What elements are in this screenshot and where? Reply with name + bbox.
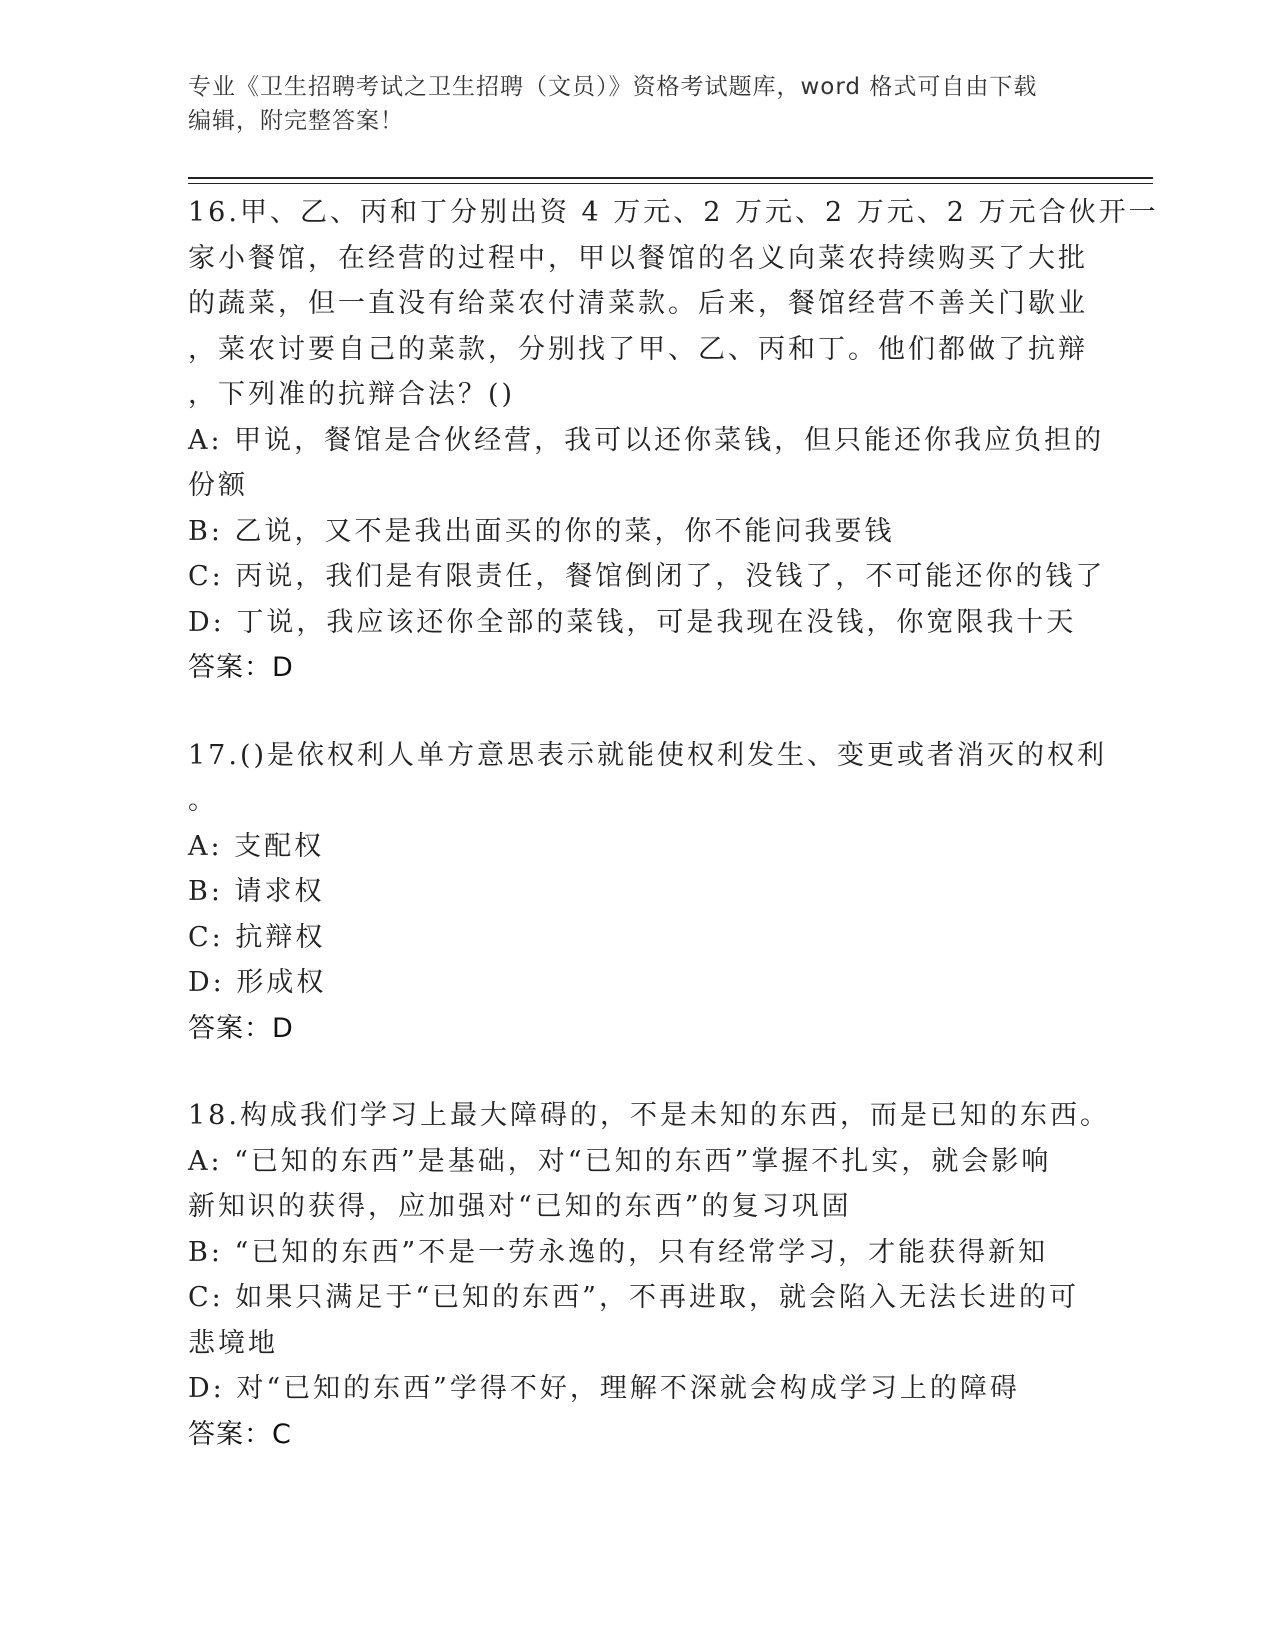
question-16-option-b: B: 乙说，又不是我出面买的你的菜，你不能问我要钱: [188, 515, 895, 547]
question-18-option-b: B: “已知的东西”不是一劳永逸的，只有经常学习，才能获得新知: [188, 1236, 1049, 1268]
question-16: [188, 190, 1159, 691]
question-17-line-2: 。: [188, 785, 218, 816]
question-17: [188, 733, 1108, 1052]
question-18-answer: 答案：C: [188, 1418, 292, 1450]
question-18-option-d: D: 对“已知的东西”学得不好，理解不深就会构成学习上的障碍: [188, 1373, 1020, 1404]
question-16-option-a: A: 甲说，餐馆是合伙经营，我可以还你菜钱，但只能还你我应负担的: [188, 424, 1105, 456]
question-17-line-1: 17.()是依权利人单方意思表示就能使权利发生、变更或者消灭的权利: [188, 739, 1108, 771]
question-16-line-4: ，菜农讨要自己的菜款，分别找了甲、乙、丙和丁。他们都做了抗辩: [188, 333, 1088, 365]
question-18-option-c: C: 如果只满足于“已知的东西”，不再进取，就会陷入无法长进的可: [188, 1282, 1079, 1313]
question-17-option-b: B: 请求权: [188, 876, 325, 907]
question-list: [188, 190, 1159, 1457]
question-16-option-c: C: 丙说，我们是有限责任，餐馆倒闭了，没钱了，不可能还你的钱了: [188, 561, 1106, 592]
question-16-option-d: D: 丁说，我应该还你全部的菜钱，可是我现在没钱，你宽限我十天: [188, 606, 1077, 638]
question-18: [188, 1093, 1110, 1457]
question-16-line-2: 家小餐馆，在经营的过程中，甲以餐馆的名义向菜农持续购买了大批: [188, 242, 1088, 274]
question-16-answer: 答案：D: [188, 652, 294, 683]
header-line-2: 编辑，附完整答案！: [188, 108, 404, 134]
question-16-option-a-cont: 份额: [188, 470, 248, 501]
question-18-option-c-cont: 悲境地: [188, 1327, 278, 1359]
page-header: [188, 70, 1068, 138]
question-gap: [188, 691, 1088, 733]
question-16-line-3: 的蔬菜，但一直没有给菜农付清菜款。后来，餐馆经营不善关门歇业: [188, 288, 1088, 319]
question-18-option-a: A: “已知的东西”是基础，对“已知的东西”掌握不扎实，就会影响: [188, 1145, 1052, 1177]
question-18-option-a-cont: 新知识的获得，应加强对“已知的东西”的复习巩固: [188, 1191, 852, 1222]
header-rule-thin: [188, 183, 1153, 184]
question-16-line-5: ，下列准的抗辩合法？(): [188, 379, 516, 410]
question-18-line-1: 18.构成我们学习上最大障碍的，不是未知的东西，而是已知的东西。: [188, 1100, 1110, 1131]
question-17-option-a: A: 支配权: [188, 830, 325, 862]
header-line-1: 专业《卫生招聘考试之卫生招聘（文员）》资格考试题库，word 格式可自由下载: [188, 74, 1038, 100]
question-17-option-d: D: 形成权: [188, 967, 327, 998]
question-16-line-1: 16.甲、乙、丙和丁分别出资 4 万元、2 万元、2 万元、2 万元合伙开一: [188, 197, 1159, 228]
question-17-option-c: C: 抗辩权: [188, 921, 326, 953]
question-17-answer: 答案：D: [188, 1012, 294, 1044]
question-gap: [188, 1051, 1088, 1093]
header-rule-thick: [188, 177, 1153, 179]
